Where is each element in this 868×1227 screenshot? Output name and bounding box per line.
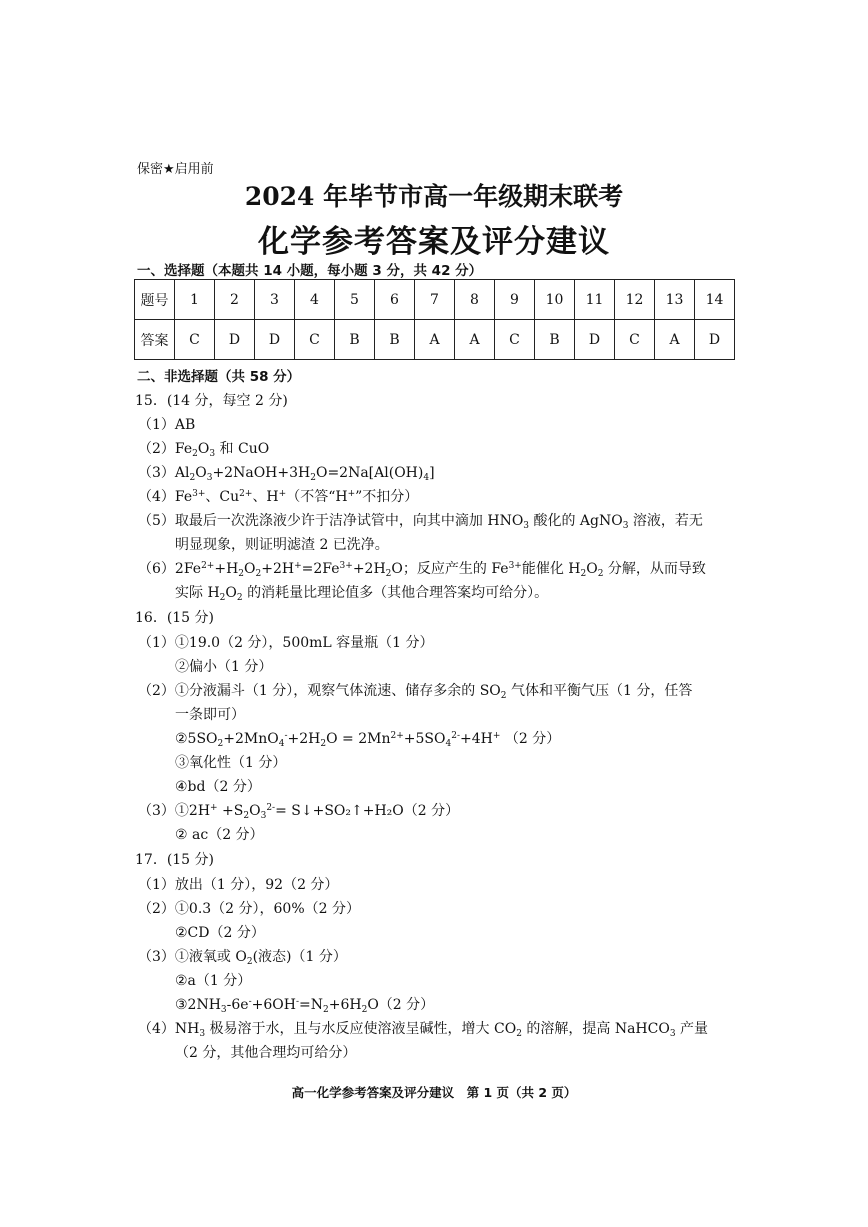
q17-answer-3-item2: ②a（1 分） (175, 973, 252, 989)
q17-answer-4: $(4)NH_3$ 极易溶于水，且与水反应使溶液呈碱性，增大 $CO_2$ 的溶解，提高 NaHCO$_3$ 产量 (138, 1021, 709, 1039)
question-number: 13 (655, 280, 695, 320)
answer-cell: B (375, 320, 415, 360)
answer-cell: B (535, 320, 575, 360)
q16-answer-2: （2）①分液漏斗（1 分），观察气体流速、储存多余的 $SO_2$ 气体和平衡气压（1 分，任答 (138, 683, 693, 701)
q16-answer-1: （1）①19.0（2 分），500mL 容量瓶（1 分） (138, 635, 434, 651)
answer-cell: C (615, 320, 655, 360)
section-1-heading: 一、选择题（本题共 14 小题，每小题 3 分，共 42 分） (137, 263, 483, 279)
section-2-heading: 二、非选择题（共 58 分） (137, 369, 301, 385)
q15-answer-5: （5）取最后一次洗涤液少许于洁净试管中，向其中滴加 $HNO_3$ 酸化的 AgNO$_3$ 溶液，若无 (138, 513, 703, 531)
question-number: 10 (535, 280, 575, 320)
q15-answer-1: （1）AB (138, 417, 196, 433)
question-number: 1 (175, 280, 215, 320)
answer-cell: C (175, 320, 215, 360)
q16-answer-2-item3: ③氧化性（1 分） (175, 755, 287, 771)
q16-answer-3-cont: ② ac（2 分） (175, 827, 264, 843)
answer-cell: B (335, 320, 375, 360)
answer-cell: A (455, 320, 495, 360)
question-number: 12 (615, 280, 655, 320)
question-number: 5 (335, 280, 375, 320)
q15-answer-3: $(3)Al_2O_3+2NaOH+3H_2O=2Na[Al(OH)_4]$ (138, 465, 435, 483)
question-number: 3 (255, 280, 295, 320)
q16-answer-2-cont: 一条即可） (175, 707, 245, 723)
q16-answer-2-item4: ④bd（2 分） (175, 779, 261, 795)
confidential-label: 保密★启用前 (137, 162, 214, 177)
question-number: 4 (295, 280, 335, 320)
q16-answer-2-equation: $②5SO_2+2MnO_4^-+2H_2O = 2Mn^{2+}+5SO_4^{2-}+4H^+$ （2 分） (175, 731, 561, 749)
answer-cell: D (255, 320, 295, 360)
q17-answer-3-item3: $③2NH_3-6e^-+6OH^-=N_2+6H_2O(2$ 分） (175, 997, 435, 1015)
q17-answer-2-cont: ②CD（2 分） (175, 925, 265, 941)
answer-cell: A (415, 320, 455, 360)
answer-cell: D (695, 320, 735, 360)
answer-cell: D (215, 320, 255, 360)
q16-answer-3: （3）①2H+ $+S_2O_3^{2-}=$ S↓+SO₂↑+H₂O（2 分） (138, 803, 460, 821)
row-label: 题号 (135, 280, 175, 320)
q15-answer-2: $(2)Fe_2O_3$ 和 CuO (138, 441, 270, 459)
answer-cell: D (575, 320, 615, 360)
question-number: 14 (695, 280, 735, 320)
answer-cell: C (295, 320, 335, 360)
question-number: 8 (455, 280, 495, 320)
question-number: 11 (575, 280, 615, 320)
question-16-title: 16．(15 分) (135, 610, 215, 626)
document-title: 化学参考答案及评分建议 (258, 224, 610, 260)
question-number: 9 (495, 280, 535, 320)
q15-answer-4: $(4)Fe^{3+}$、$Cu^{2+}$、H+（不答“H+”不扣分） (138, 489, 419, 505)
q15-answer-6: $(6)2Fe^{2+}+H_2O_2+2H^+=2Fe^{3+}+2H_2O$；反应产生的 $Fe^{3+}$能催化 $H_2O_2$ 分解，从而导致 (138, 561, 706, 579)
question-17-title: 17．(15 分) (135, 852, 215, 868)
exam-title: 2024 年毕节市高一年级期末联考 (244, 182, 624, 211)
q17-answer-2: （2）①0.3（2 分），60%（2 分） (138, 901, 361, 917)
q17-answer-4-cont: （2 分，其他合理均可给分） (175, 1045, 357, 1061)
q16-answer-1-cont: ②偏小（1 分） (175, 659, 273, 675)
q17-answer-3: （3）①液氧或 $O_2$(液态)（1 分） (138, 949, 347, 967)
answer-row (135, 320, 735, 360)
question-number: 2 (215, 280, 255, 320)
page-footer: 高一化学参考答案及评分建议 第 1 页（共 2 页） (291, 1085, 577, 1100)
row-label: 答案 (135, 320, 175, 360)
q15-answer-5-cont: 明显现象，则证明滤渣 2 已洗净。 (175, 537, 389, 553)
question-number: 7 (415, 280, 455, 320)
question-number: 6 (375, 280, 415, 320)
answer-cell: C (495, 320, 535, 360)
answer-cell: A (655, 320, 695, 360)
question-15-title: 15．(14 分，每空 2 分) (135, 393, 288, 409)
answer-table (134, 279, 735, 360)
q15-answer-6-cont: 实际 $H_2O_2$ 的消耗量比理论值多（其他合理答案均可给分）。 (175, 585, 549, 603)
question-number-row (135, 280, 735, 320)
q17-answer-1: （1）放出（1 分），92（2 分） (138, 877, 339, 893)
